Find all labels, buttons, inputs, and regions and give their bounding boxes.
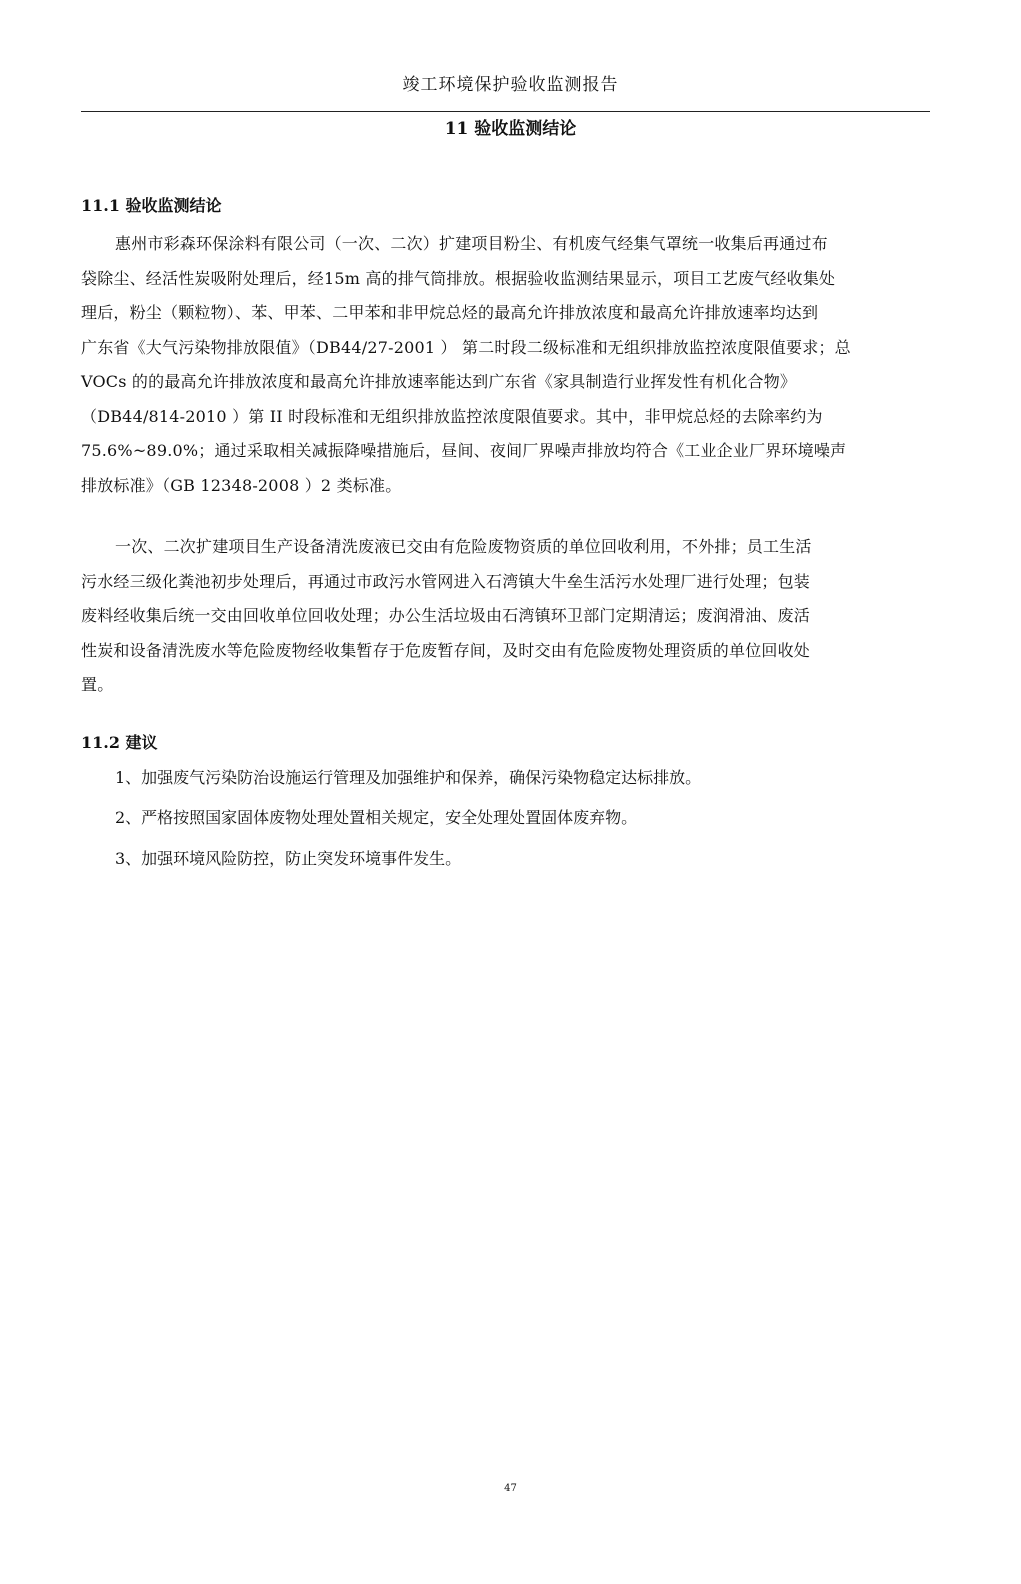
paragraph-line: （DB44/814-2010 ）第 II 时段标准和无组织排放监控浓度限值要求。其中，非甲烷总烃的去除率约为 <box>81 406 823 426</box>
paragraph-line: 理后，粉尘（颗粒物）、苯、甲苯、二甲苯和非甲烷总烃的最高允许排放浓度和最高允许排放速率均达到 <box>81 303 819 322</box>
recommendation-item-3: 3、加强环境风险防控，防止突发环境事件发生。 <box>115 849 462 868</box>
header-divider <box>81 111 930 112</box>
report-header-title: 竣工环境保护验收监测报告 <box>402 75 619 95</box>
paragraph-line: 一次、二次扩建项目生产设备清洗废液已交由有危险废物资质的单位回收利用，不外排；员工生活 <box>115 537 812 556</box>
page-number: 47 <box>504 1483 517 1494</box>
paragraph-line: VOCs 的的最高允许排放浓度和最高允许排放速率能达到广东省《家具制造行业挥发性有机化合物》 <box>81 372 797 391</box>
recommendation-item-1: 1、加强废气污染防治设施运行管理及加强维护和保养，确保污染物稳定达标排放。 <box>115 768 702 787</box>
paragraph-line: 袋除尘、经活性炭吸附处理后，经15m 高的排气筒排放。根据验收监测结果显示，项目工艺废气经收集处 <box>81 268 836 288</box>
section-heading-11-2: 11.2 建议 <box>81 733 158 752</box>
conclusion-paragraph-2 <box>81 530 941 703</box>
section-heading-11-1: 11.1 验收监测结论 <box>81 196 222 215</box>
paragraph-line: 性炭和设备清洗废水等危险废物经收集暂存于危废暂存间，及时交由有危险废物处理资质的单位回收处 <box>81 640 811 660</box>
paragraph-line: 广东省《大气污染物排放限值》（DB44/27-2001 ） 第二时段二级标准和无组织排放监控浓度限值要求；总 <box>81 337 851 357</box>
recommendation-item-2: 2、严格按照国家固体废物处理处置相关规定，安全处理处置固体废弃物。 <box>115 808 638 827</box>
paragraph-line: 排放标准》（GB 12348-2008 ）2 类标准。 <box>81 475 402 495</box>
paragraph-line: 惠州市彩森环保涂料有限公司（一次、二次）扩建项目粉尘、有机废气经集气罩统一收集后再通过布 <box>115 234 828 253</box>
paragraph-line: 废料经收集后统一交由回收单位回收处理；办公生活垃圾由石湾镇环卫部门定期清运；废润滑油、废活 <box>81 606 811 625</box>
paragraph-line: 污水经三级化粪池初步处理后，再通过市政污水管网进入石湾镇大牛垒生活污水处理厂进行处理；包装 <box>81 571 811 591</box>
paragraph-line: 置。 <box>81 675 114 694</box>
paragraph-line: 75.6%~89.0%；通过采取相关减振降噪措施后，昼间、夜间厂界噪声排放均符合《工业企业厂界环境噪声 <box>81 441 847 460</box>
conclusion-paragraph-1 <box>81 227 941 503</box>
chapter-title: 11 验收监测结论 <box>444 119 577 139</box>
